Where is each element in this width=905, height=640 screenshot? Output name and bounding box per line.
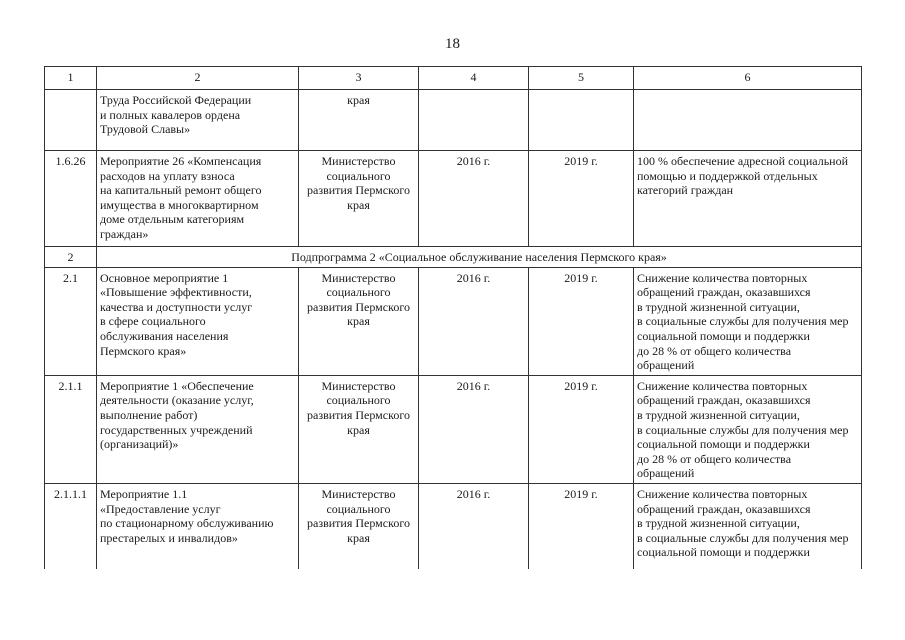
expected-result — [634, 90, 862, 151]
event-name: Основное мероприятие 1 «Повышение эффективности, качества и доступности услуг в сфере социального обслуживания населения Пермского края» — [97, 267, 299, 375]
header-col-6: 6 — [634, 67, 862, 90]
event-name: Труда Российской Федерации и полных кавалеров ордена Трудовой Славы» — [97, 90, 299, 151]
end-year: 2019 г. — [529, 267, 634, 375]
start-year: 2016 г. — [419, 375, 529, 483]
table-row — [45, 375, 862, 483]
row-number: 2 — [45, 247, 97, 268]
expected-result: Снижение количества повторных обращений граждан, оказавшихся в трудной жизненной ситуации, в социальные службы для получения мер социальной помощи и поддержки до 28 % от общего количества обращений — [634, 267, 862, 375]
table-row — [45, 267, 862, 375]
row-number: 2.1.1 — [45, 375, 97, 483]
expected-result: 100 % обеспечение адресной социальной помощью и поддержкой отдельных категорий граждан — [634, 151, 862, 247]
event-name: Мероприятие 26 «Компенсация расходов на уплату взноса на капитальный ремонт общего имущества в многоквартирном доме отдельным категориям граждан» — [97, 151, 299, 247]
start-year: 2016 г. — [419, 267, 529, 375]
event-name: Мероприятие 1.1 «Предоставление услуг по стационарному обслуживанию престарелых и инвалидов» — [97, 483, 299, 569]
end-year: 2019 г. — [529, 375, 634, 483]
end-year: 2019 г. — [529, 151, 634, 247]
table-row — [45, 90, 862, 151]
executor: края — [299, 90, 419, 151]
start-year: 2016 г. — [419, 483, 529, 569]
header-row — [45, 67, 862, 90]
header-col-3: 3 — [299, 67, 419, 90]
executor: Министерство социального развития Пермского края — [299, 483, 419, 569]
header-col-1: 1 — [45, 67, 97, 90]
header-col-4: 4 — [419, 67, 529, 90]
executor: Министерство социального развития Пермского края — [299, 375, 419, 483]
executor: Министерство социального развития Пермского края — [299, 151, 419, 247]
table-row — [45, 151, 862, 247]
end-year — [529, 90, 634, 151]
event-name: Мероприятие 1 «Обеспечение деятельности (оказание услуг, выполнение работ) государственных учреждений (организаций)» — [97, 375, 299, 483]
row-number: 1.6.26 — [45, 151, 97, 247]
subprogram-row — [45, 247, 862, 268]
expected-result: Снижение количества повторных обращений граждан, оказавшихся в трудной жизненной ситуации, в социальные службы для получения мер социальной помощи и поддержки — [634, 483, 862, 569]
executor: Министерство социального развития Пермского края — [299, 267, 419, 375]
header-col-2: 2 — [97, 67, 299, 90]
expected-result: Снижение количества повторных обращений граждан, оказавшихся в трудной жизненной ситуации, в социальные службы для получения мер социальной помощи и поддержки до 28 % от общего количества обращений — [634, 375, 862, 483]
program-events-table — [44, 66, 862, 569]
row-number: 2.1 — [45, 267, 97, 375]
table-row — [45, 483, 862, 569]
header-col-5: 5 — [529, 67, 634, 90]
end-year: 2019 г. — [529, 483, 634, 569]
subprogram-title: Подпрограмма 2 «Социальное обслуживание населения Пермского края» — [97, 247, 862, 268]
start-year: 2016 г. — [419, 151, 529, 247]
row-number: 2.1.1.1 — [45, 483, 97, 569]
page-number: 18 — [445, 36, 460, 52]
start-year — [419, 90, 529, 151]
row-number — [45, 90, 97, 151]
